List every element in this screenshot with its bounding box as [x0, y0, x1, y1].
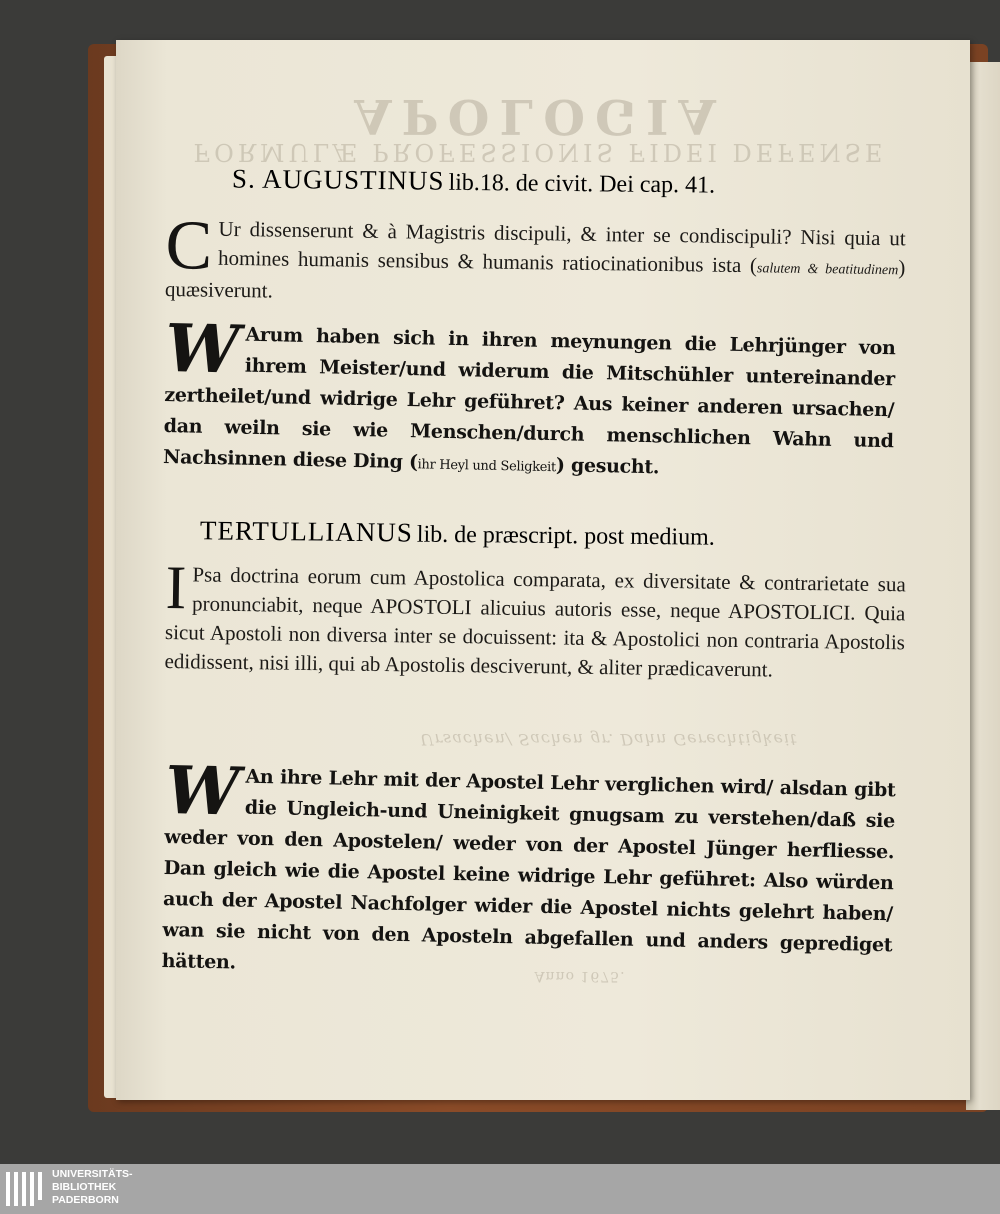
heading-reference: lib. de præscript. post medium. [416, 521, 715, 551]
drop-cap: I [165, 554, 187, 623]
section-heading-augustinus [232, 163, 715, 199]
latin-text: Psa doctrina eorum cum Apostolica comparata, ex diversitate & contrarietate sua pronunciabit, neque APOSTOLI alicuius autoris esse, neque APOSTOLICI. Quia sicut Apostoli non diversa inter se docuissent: ita & Apostolici non contraria Apostolis edidissent, nisi illi, qui ab Apostolis desciverunt, & aliter prædicaverunt. [164, 562, 906, 682]
latin-inline-gloss: salutem & beatitudinem [756, 261, 899, 279]
ornate-drop-cap: W [164, 751, 241, 831]
library-logo-icon [6, 1172, 46, 1206]
latin-text: Ur dissenserunt & à Magistris discipuli, & inter se condiscipuli? Nisi quia ut homines humanis sensibus & humanis ratiocinationibus ista ( [217, 216, 906, 278]
library-name-line-2: BIBLIOTHEK [52, 1181, 117, 1193]
german-text: An ihre Lehr mit der Apostel Lehr verglichen wird/ alsdan gibt die Ungleich-und Uneinigkeit gnugsam zu verstehen/daß sie weder von den Apostelen/ weder von der Apostel Jünger herfliesse. Dan gleich wie die Apostel keine widrige Lehr geführet: Also würden auch der Apostel Nachfolger wider die Apostel nichts gelehrt haben/ wan sie nicht von den Aposteln abgefallen und anders geprediget hätten. [161, 765, 896, 974]
german-paragraph-augustinus [162, 309, 896, 490]
heading-author: TERTULLIANUS [199, 515, 414, 548]
library-footer [0, 1164, 1000, 1214]
section-heading-tertullianus [200, 515, 715, 551]
latin-paragraph-tertullianus [164, 554, 906, 686]
bleed-through-year: Anno 1675. [534, 968, 626, 984]
library-name-line-3: PADERBORN [52, 1194, 119, 1206]
german-text: Arum haben sich in ihren meynungen die Lehrjünger von ihrem Meister/und widerum die Mitschühler untereinander zertheilet/und widrige Lehr geführet? Aus keiner anderen ursachen/ dan weiln sie wie Menschen/durch menschlichen Wahn und Nachsinnen diese Ding ( [162, 323, 896, 474]
heading-author: S. AUGUSTINUS [231, 163, 445, 196]
bleed-through-title: APOLOGIA [354, 88, 726, 144]
german-text-end: ) gesucht. [555, 454, 660, 479]
library-name-line-1: UNIVERSITÄTS- [52, 1168, 133, 1180]
german-paragraph-tertullianus [161, 751, 896, 992]
library-name [52, 1168, 133, 1207]
german-inline-gloss: ihr Heyl und Seligkeit [417, 457, 557, 476]
heading-reference: lib.18. de civit. Dei cap. 41. [448, 169, 716, 199]
facing-page-edge [966, 62, 1000, 1110]
drop-cap: C [165, 207, 213, 285]
bleed-through-subtitle: FORMULÆ PROFESSIONIS FIDEI DEFENSE [193, 138, 887, 166]
ornate-drop-cap: W [164, 309, 241, 389]
latin-text-end: ) quæsiverunt. [164, 255, 906, 303]
bleed-through-text: Ursachen/ Sachen gr. Dahn Gerechtigkeit [420, 730, 798, 749]
latin-paragraph-augustinus [164, 207, 906, 314]
